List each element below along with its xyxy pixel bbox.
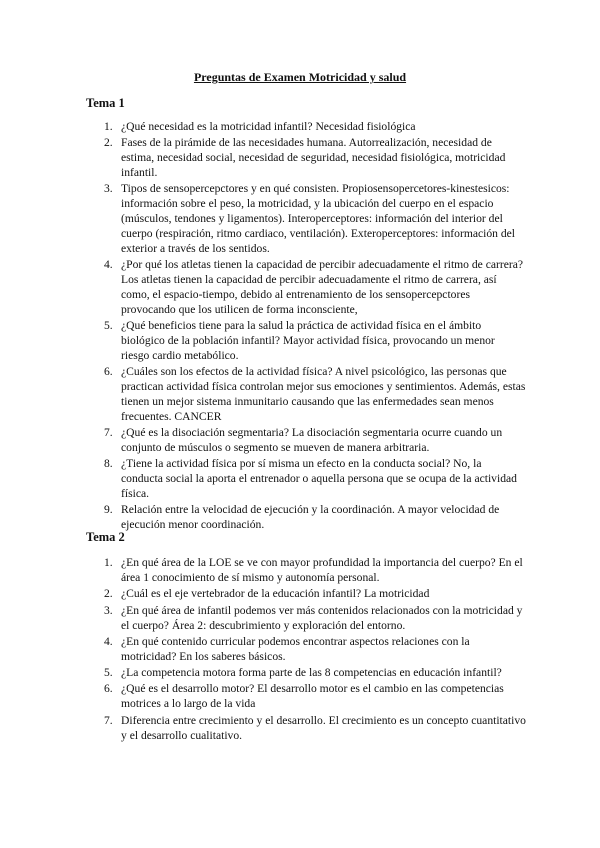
item-number: 7.	[104, 426, 113, 439]
item-text: Fases de la pirámide de las necesidades humana. Autorrealización, necesidad de estima, necesidad social, necesidad de seguridad, necesidad fisiológica, motricidad infantil.	[121, 136, 506, 179]
item-text: Tipos de sensopercepctores y en qué consisten. Propiosensopercetores-kinestesicos: información sobre el peso, la motricidad, y la ubicación del cuerpo en el espacio (músculos, tendones y ligamentos). Interoperceptores: información del interior del cuerpo (respiración, ritmo cardiaco, ventilación). Exteroperceptores: información del exterior a través de los sentidos.	[121, 182, 516, 255]
item-text: ¿La competencia motora forma parte de las 8 competencias en educación infantil?	[121, 666, 502, 680]
item-number: 3.	[104, 603, 113, 617]
item-number: 6.	[104, 682, 113, 696]
list-item	[86, 257, 526, 317]
item-number: 4.	[104, 634, 113, 648]
list-item	[86, 456, 526, 501]
item-text: Relación entre la velocidad de ejecución y la coordinación. A mayor velocidad de ejecución menor coordinación.	[121, 503, 500, 531]
item-number: 8.	[104, 457, 113, 470]
item-number: 1.	[104, 120, 113, 133]
list-item	[86, 318, 526, 363]
item-number: 3.	[104, 182, 113, 195]
item-number: 7.	[104, 713, 113, 727]
item-text: ¿Tiene la actividad física por sí misma un efecto en la conducta social? No, la conducta social la aporta el entrenador o aquella persona que se ocupa de la actividad física.	[121, 457, 517, 500]
item-number: 4.	[104, 258, 113, 271]
question-list-tema-1	[86, 119, 526, 533]
list-item	[86, 713, 526, 743]
item-text: ¿Cuál es el eje vertebrador de la educación infantil? La motricidad	[121, 587, 430, 601]
item-text: ¿En qué área de la LOE se ve con mayor profundidad la importancia del cuerpo? En el área 1 conocimiento de sí mismo y autonomía personal.	[121, 556, 523, 584]
list-item	[86, 634, 526, 664]
list-item	[86, 665, 526, 680]
list-item	[86, 425, 526, 455]
section-heading-tema-2: Tema 2	[86, 530, 125, 544]
list-item	[86, 364, 526, 424]
list-item	[86, 555, 526, 585]
list-item	[86, 119, 526, 134]
item-number: 6.	[104, 365, 113, 378]
item-number: 2.	[104, 587, 113, 601]
list-item	[86, 681, 526, 711]
item-text: ¿Qué es el desarrollo motor? El desarrollo motor es el cambio en las competencias motrices a lo largo de la vida	[121, 682, 504, 711]
item-number: 2.	[104, 136, 113, 149]
item-number: 1.	[104, 556, 113, 569]
section-heading-tema-1: Tema 1	[86, 96, 125, 110]
item-text: ¿Por qué los atletas tienen la capacidad de percibir adecuadamente el ritmo de carrera? Los atletas tienen la capacidad de percibir adecuadamente el ritmo de carrera, así como, el espacio-tiempo, debido al entrenamiento de los sensopercepctores provocando que los utilicen de forma inconsciente,	[121, 258, 524, 316]
list-item	[86, 135, 526, 180]
item-number: 5.	[104, 319, 113, 332]
item-text: Diferencia entre crecimiento y el desarrollo. El crecimiento es un concepto cuantitativo y el desarrollo cualitativo.	[121, 713, 526, 742]
list-item	[86, 603, 526, 633]
item-text: ¿Qué es la disociación segmentaria? La disociación segmentaria ocurre cuando un conjunto de músculos o segmento se mueven de manera arbitraria.	[121, 426, 503, 454]
list-item	[86, 586, 526, 601]
list-item	[86, 502, 526, 532]
item-text: ¿En qué área de infantil podemos ver más contenidos relacionados con la motricidad y el cuerpo? Área 2: descubrimiento y exploración del entorno.	[121, 603, 523, 632]
question-list-tema-2	[86, 555, 526, 744]
item-text: ¿Qué necesidad es la motricidad infantil? Necesidad fisiológica	[121, 120, 416, 133]
item-text: ¿Cuáles son los efectos de la actividad física? A nivel psicológico, las personas que practican actividad física controlan mejor sus emociones y sentimientos. Además, estas tienen un mejor sistema inmunitario causando que las enfermedades sean menos frecuentes. CANCER	[121, 365, 526, 423]
item-number: 5.	[104, 666, 113, 680]
page-title: Preguntas de Examen Motricidad y salud	[193, 70, 407, 84]
item-number: 9.	[104, 503, 113, 516]
item-text: ¿Qué beneficios tiene para la salud la práctica de actividad física en el ámbito biológico de la población infantil? Mayor actividad física, provocando un menor riesgo cardio metabólico.	[121, 319, 495, 362]
list-item	[86, 181, 526, 256]
item-text: ¿En qué contenido curricular podemos encontrar aspectos relaciones con la motricidad? En los saberes básicos.	[121, 634, 470, 663]
